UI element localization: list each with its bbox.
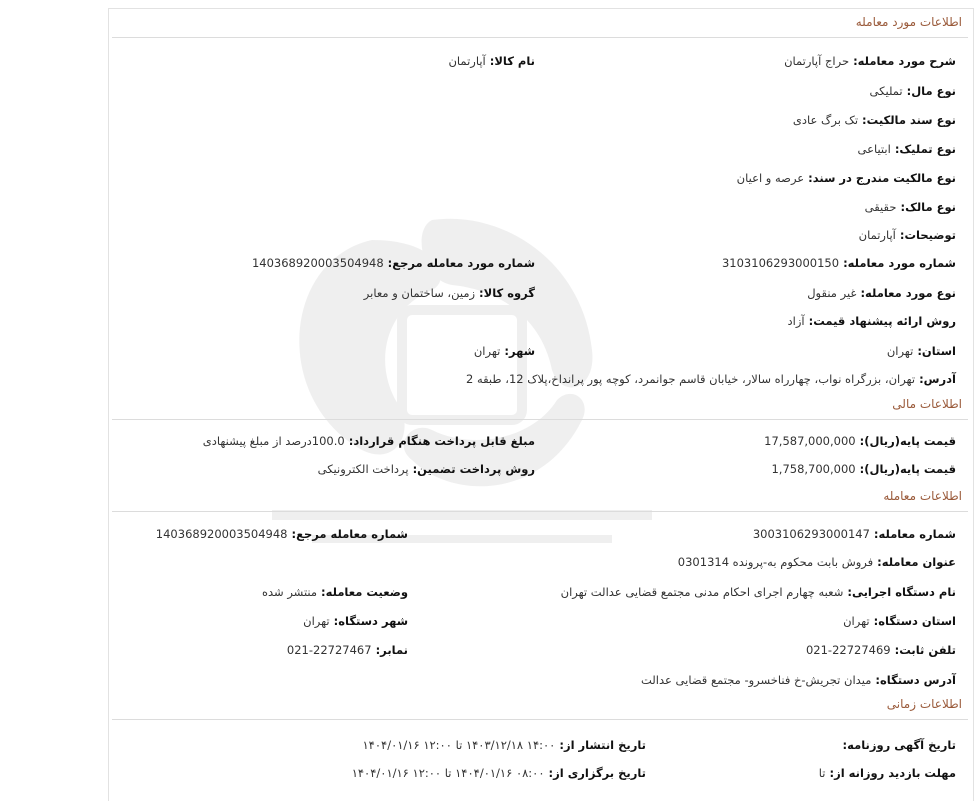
field-transaction-title: عنوان معامله:فروش بابت محکوم به-پرونده 0301314 [677,555,956,569]
field-org-city: شهر دستگاه:تهران [303,614,408,628]
field-fax: نمابر:22727467-021 [286,643,408,657]
field-held-date: تاریخ برگزاری از:۰۸:۰۰ ۱۴۰۴/۰۱/۱۶ تا ۱۲:۰۰ ۱۴۰۴/۰۱/۱۶ [351,766,646,780]
field-deed-type: نوع سند مالکیت:تک برگ عادی [792,113,956,127]
field-org-province: استان دستگاه:تهران [843,614,956,628]
field-publish-date: تاریخ انتشار از:۱۴:۰۰ ۱۴۰۳/۱۲/۱۸ تا ۱۲:۰۰ ۱۴۰۴/۰۱/۱۶ [362,738,646,752]
field-item-kind: نوع مورد معامله:غیر منقول [807,286,956,300]
field-transaction-number: شماره معامله:3003106293000147 [752,527,956,541]
field-status: وضعیت معامله:منتشر شده [261,585,408,599]
field-property-type: نوع مال:تملیکی [869,84,956,98]
section-deal-info [108,8,972,38]
section-title: اطلاعات معامله [883,489,962,503]
field-ownership-type: نوع تملیک:ابتیاعی [857,142,956,156]
divider [112,37,968,38]
field-org-address: آدرس دستگاه:میدان تجریش-خ فناخسرو- مجتمع قضایی عدالت [641,673,956,687]
section-transaction [108,482,972,512]
field-executor: نام دستگاه اجرایی:شعبه چهارم اجرای احکام مدنی مجتمع قضایی عدالت تهران [560,585,956,599]
section-title: اطلاعات مورد معامله [855,15,962,29]
field-owner-type: نوع مالک:حقیقی [864,200,956,214]
section-time [108,690,972,720]
divider [112,511,968,512]
field-province: استان:تهران [886,344,956,358]
field-ref-number: شماره مورد معامله مرجع:14036892000350494‎8 [251,256,535,270]
field-base-price-2: قیمت پایه(ریال):1,758,700,000 [771,462,956,476]
field-city: شهر:تهران [473,344,535,358]
field-newspaper-date: تاریخ آگهی روزنامه: [842,738,956,752]
field-address: آدرس:تهران، بزرگراه نواب، چهارراه سالار، خیابان قاسم جوانمرد، کوچه پور پرانداخ،پلاک 12، طبقه 2 [465,372,956,386]
section-financial [108,390,972,420]
field-bid-method: روش ارائه پیشنهاد قیمت:آزاد [787,314,956,328]
divider [112,419,968,420]
field-base-price: قیمت پایه(ریال):17,587,000,000 [764,434,956,448]
field-ownership-in-deed: نوع مالکیت مندرج در سند:عرصه و اعیان [736,171,956,185]
field-description: شرح مورد معامله:حراج آپارتمان [784,54,956,68]
field-transaction-ref: شماره معامله مرجع:14036892000350494‎8 [155,527,408,541]
field-visit-deadline: مهلت بازدید روزانه از:تا [818,766,956,780]
section-title: اطلاعات مالی [892,397,962,411]
field-product-group: گروه کالا:زمین، ساختمان و معابر [363,286,535,300]
field-guarantee: روش پرداخت تضمین:پرداخت الکترونیکی [317,462,535,476]
field-product-name: نام کالا:آپارتمان [448,54,535,68]
field-phone: تلفن ثابت:22727469-021 [805,643,956,657]
section-title: اطلاعات زمانی [886,697,962,711]
field-payable: مبلغ قابل پرداخت هنگام قرارداد:100.0درصد از مبلغ پیشنهادی [202,434,535,448]
divider [112,719,968,720]
field-notes: توضیحات:آپارتمان [858,228,956,242]
field-item-number: شماره مورد معامله:3103106293000150 [721,256,956,270]
